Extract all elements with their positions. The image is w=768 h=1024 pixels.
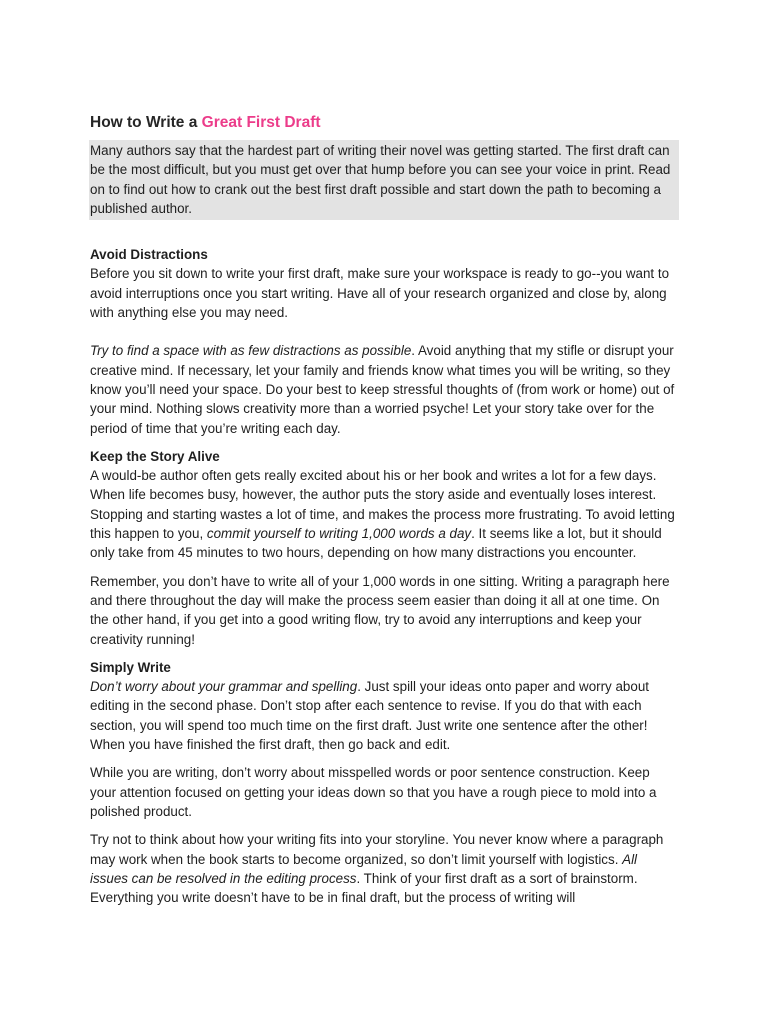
section-heading: Keep the Story Alive [90, 448, 220, 464]
emphasis: Don’t worry about your grammar and spelling [90, 679, 358, 695]
paragraph: Before you sit down to write your first draft, make sure your workspace is ready to go--you want to avoid interruptions once you start writing. Have all of your research organized and close by, along with anything else you may need. [90, 266, 670, 321]
emphasis: Try to find a space with as few distractions as possible [90, 343, 412, 359]
paragraph: Try to find a space with as few distractions as possible. Avoid anything that my stifle or disrupt your creative mind. If necessary, let your family and friends know what times you will be writing, so they know you’ll need your space. Do your best to keep stressful thoughts of (from work or home) out of your mind. Nothing slows creativity more than a worried psyche! Let your story take over for the period of time that you’re writing each day. [90, 343, 675, 436]
title-accent: Great First Draft [201, 114, 321, 131]
section-avoid-distractions [90, 245, 678, 438]
paragraph: A would-be author often gets really excited about his or her book and writes a lot for a few days. When life becomes busy, however, the author puts the story aside and eventually loses interest. Stopping and starting wastes a lot of time, and makes the process more frustrating. To avoid letting this happen to you, commit yourself to writing 1,000 words a day. It seems like a lot, but it should only take from 45 minutes to two hours, depending on how many distractions you encounter. [90, 468, 675, 561]
paragraph: Try not to think about how your writing fits into your storyline. You never know where a paragraph may work when the book starts to become organized, so don’t limit yourself with logistics. All issues can be resolved in the editing process. Think of your first draft as a sort of brainstorm. Everything you write doesn’t have to be in final draft, but the process of writing will [90, 832, 664, 906]
paragraph: Remember, you don’t have to write all of your 1,000 words in one sitting. Writing a paragraph here and there throughout the day will make the process seem easier than doing it all at one time. On the other hand, if you get into a good writing flow, try to avoid any interruptions and keep your creativity running! [90, 573, 670, 647]
intro-highlight-box [89, 140, 679, 220]
emphasis: commit yourself to writing 1,000 words a day [206, 526, 472, 542]
section-heading: Avoid Distractions [90, 247, 208, 263]
emphasis: All issues can be resolved in the editing process [90, 851, 638, 886]
intro-paragraph: Many authors say that the hardest part of writing their novel was getting started. The first draft can be the most difficult, but you must get over that hump before you can see your voice in print. Read on to find out how to crank out the best first draft possible and start down the path to becoming a published author. [90, 143, 671, 216]
section-keep-story-alive [90, 447, 678, 649]
section-simply-write [90, 658, 678, 908]
title-prefix: How to Write a [90, 114, 202, 131]
section-heading: Simply Write [90, 659, 171, 675]
paragraph: Don’t worry about your grammar and spelling. Just spill your ideas onto paper and worry about editing in the second phase. Don’t stop after each sentence to revise. If you do that with each section, you will spend too much time on the first draft. Just write one sentence after the other! When you have finished the first draft, then go back and edit. [90, 679, 649, 753]
document-title [90, 113, 678, 133]
document-body [90, 220, 678, 907]
paragraph: While you are writing, don’t worry about misspelled words or poor sentence construction. Keep your attention focused on getting your ideas down so that you have a rough piece to mold into a polished product. [90, 765, 657, 819]
